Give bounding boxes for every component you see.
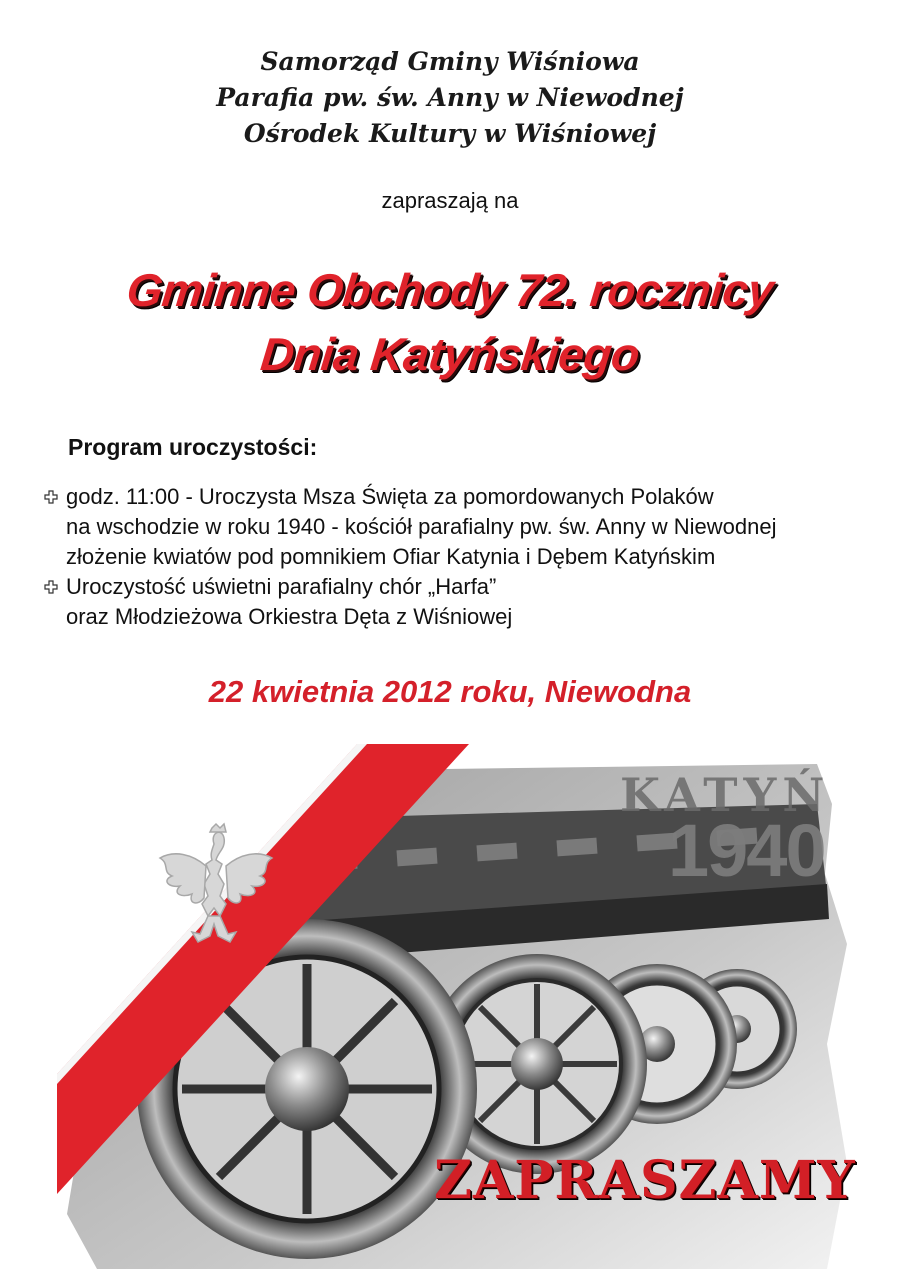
program-item-line: oraz Młodzieżowa Orkiestra Dęta z Wiśniowej [66, 604, 513, 629]
invite-text: zapraszają na [381, 188, 519, 213]
cross-bullet-icon [44, 580, 58, 594]
program-item-line: Uroczystość uświetni parafialny chór „Harfa” [66, 574, 497, 599]
program-item [44, 482, 874, 572]
organizer-parish: Parafia pw. św. Anny w Niewodnej [216, 83, 684, 112]
program-item-line: godz. 11:00 - Uroczysta Msza Święta za pomordowanych Polaków [66, 484, 714, 509]
organizers [0, 44, 900, 152]
program-list [44, 482, 874, 632]
year-label: 1940 [668, 809, 825, 892]
organizer-municipality: Samorząd Gminy Wiśniowa [260, 47, 640, 76]
program-item-line: złożenie kwiatów pod pomnikiem Ofiar Katynia i Dębem Katyńskim [66, 544, 716, 569]
event-title-line-1: Gminne Obchody 72. rocznicy [124, 264, 776, 316]
program-heading: Program uroczystości: [68, 434, 318, 460]
program-item-line: na wschodzie w roku 1940 - kościół parafialny pw. św. Anny w Niewodnej [66, 514, 777, 539]
event-title [0, 258, 900, 386]
program-item [44, 572, 874, 632]
katyn-label: KATYŃ [620, 768, 831, 822]
closing-invitation: ZAPRASZAMY [434, 1150, 856, 1211]
cross-bullet-icon [44, 490, 58, 504]
event-title-line-2: Dnia Katyńskiego [258, 328, 642, 380]
organizer-culture-center: Ośrodek Kultury w Wiśniowej [243, 119, 657, 148]
date-place: 22 kwietnia 2012 roku, Niewodna [208, 674, 692, 709]
